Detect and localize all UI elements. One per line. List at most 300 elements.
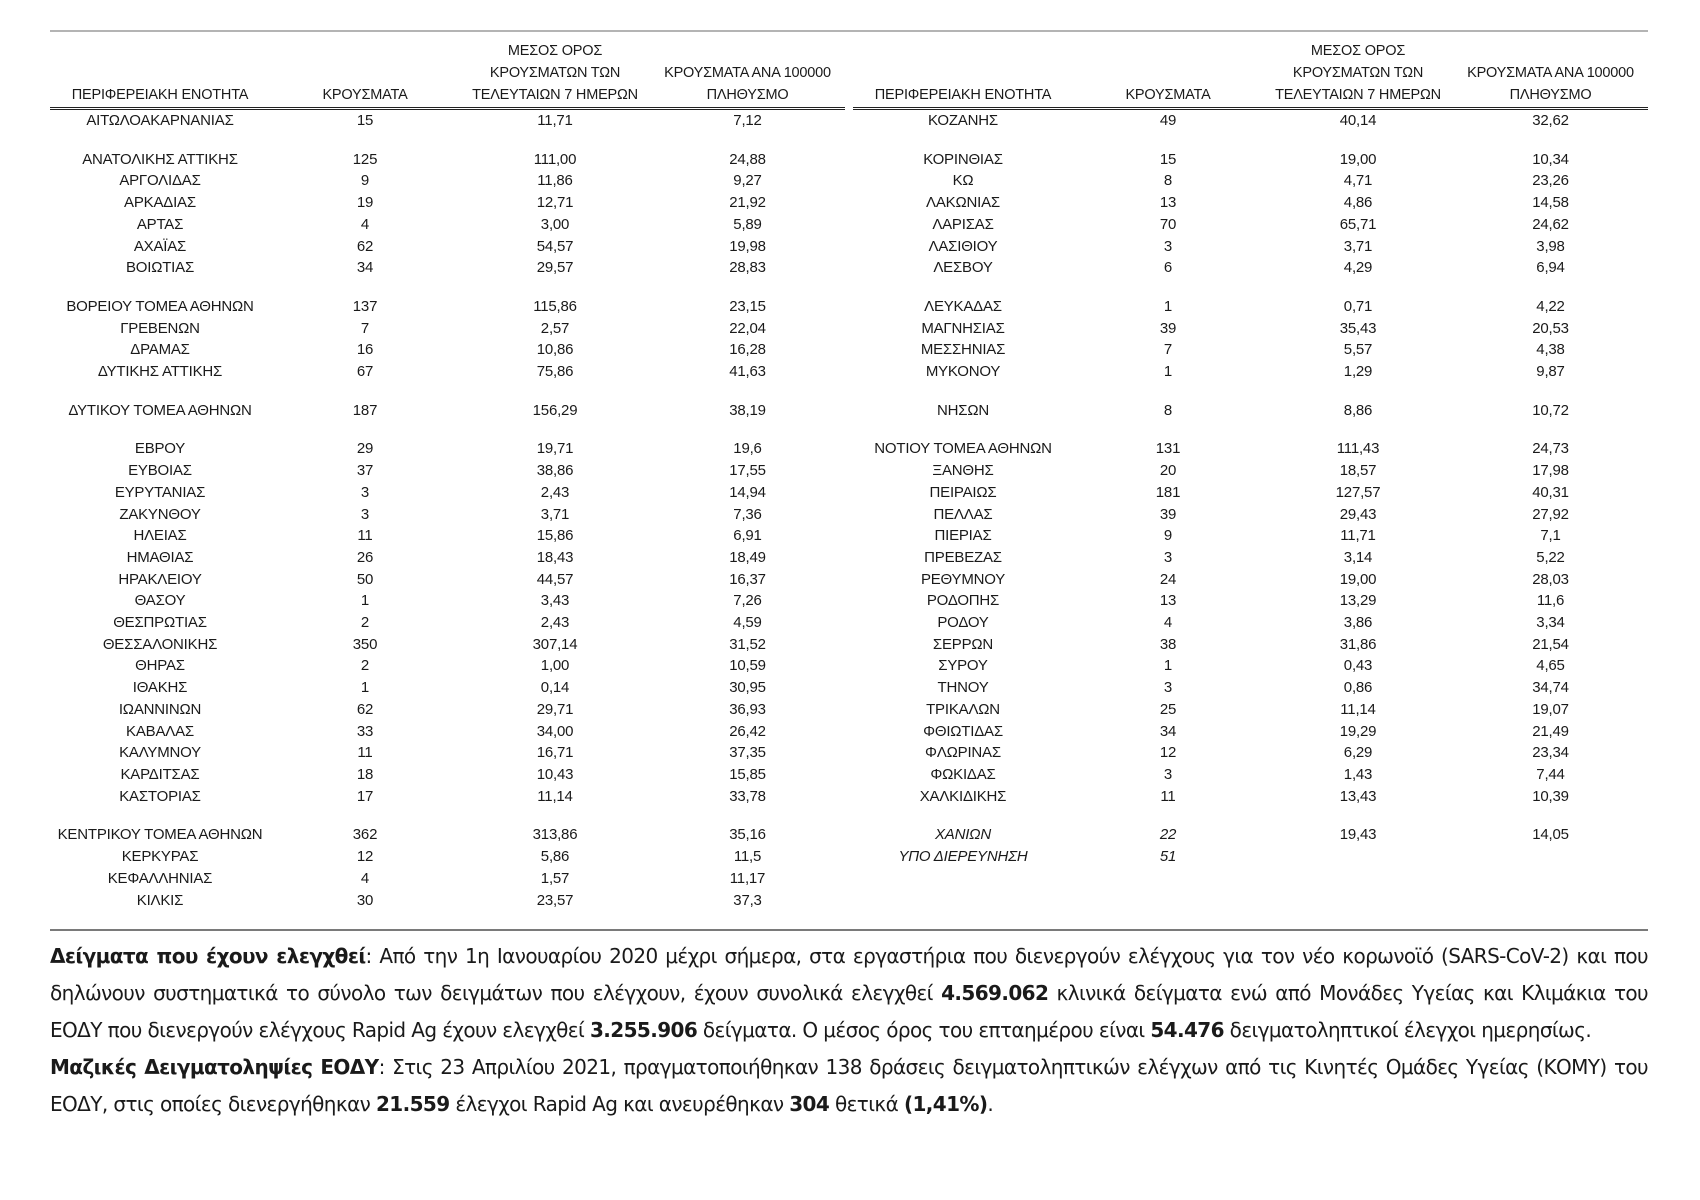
cell-per100k: 9,87 xyxy=(1536,363,1565,381)
cell-per100k: 5,89 xyxy=(733,215,762,233)
samples-paragraph xyxy=(50,938,1648,1049)
cell-cases: 1 xyxy=(1163,363,1173,381)
cell-cases: 62 xyxy=(356,700,374,718)
cell-avg7: 29,71 xyxy=(536,700,574,718)
cell-avg7: 12,71 xyxy=(536,194,574,212)
cell-per100k: 9,27 xyxy=(733,172,762,190)
cell-per100k: 30,95 xyxy=(729,679,766,697)
table-gap-row xyxy=(50,421,845,438)
cell-region: ΑΡΓΟΛΙΔΑΣ xyxy=(119,172,201,190)
cell-avg7: 1,43 xyxy=(1343,765,1373,783)
cell-cases: 38 xyxy=(1159,635,1177,653)
table-gap-row xyxy=(853,383,1648,400)
cell-cases: 1 xyxy=(1163,657,1173,675)
header-avg7: ΜΕΣΟΣ ΟΡΟΣ ΚΡΟΥΣΜΑΤΩΝ ΤΩΝ ΤΕΛΕΥΤΑΙΩΝ 7 ΗΜΕΡΩΝ xyxy=(460,40,650,109)
cell-per100k: 19,07 xyxy=(1532,700,1569,718)
cell-cases: 15 xyxy=(1159,150,1177,168)
cell-per100k: 20,53 xyxy=(1532,319,1569,337)
table-row xyxy=(853,192,1648,214)
cell-cases: 22 xyxy=(1159,826,1177,844)
cell-avg7: 11,71 xyxy=(537,112,573,129)
cell-cases: 4 xyxy=(1163,614,1173,632)
table-right xyxy=(853,40,1648,868)
cell-avg7: 0,71 xyxy=(1343,297,1373,315)
cell-avg7: 35,43 xyxy=(1339,319,1377,337)
cell-region: ΚΟΖΑΝΗΣ xyxy=(928,112,998,129)
header-row xyxy=(853,40,1648,109)
gap-cell xyxy=(853,279,1648,296)
table-row xyxy=(50,699,845,721)
cell-region: ΤΗΝΟΥ xyxy=(937,679,989,697)
table-row xyxy=(853,677,1648,699)
cell-cases: 15 xyxy=(356,112,374,129)
cell-region: ΕΒΡΟΥ xyxy=(134,440,186,458)
cell-region: ΧΑΝΙΩΝ xyxy=(934,826,992,844)
cell-region: ΦΛΩΡΙΝΑΣ xyxy=(925,744,1001,762)
cell-per100k xyxy=(1453,846,1648,868)
table-row xyxy=(853,634,1648,656)
cell-region: ΠΕΙΡΑΙΩΣ xyxy=(929,483,997,501)
cell-per100k: 5,22 xyxy=(1536,548,1565,566)
cell-region: ΑΝΑΤΟΛΙΚΗΣ ΑΤΤΙΚΗΣ xyxy=(82,150,238,168)
cell-per100k: 6,91 xyxy=(733,527,762,545)
cell-region: ΛΕΥΚΑΔΑΣ xyxy=(924,297,1002,315)
table-row xyxy=(853,764,1648,786)
gap-cell xyxy=(50,421,845,438)
cell-per100k: 31,52 xyxy=(729,635,766,653)
cell-per100k: 15,85 xyxy=(729,765,766,783)
cell-per100k: 21,92 xyxy=(729,194,766,212)
cell-region: ΦΘΙΩΤΙΔΑΣ xyxy=(923,722,1003,740)
cell-per100k: 7,1 xyxy=(1540,527,1561,545)
cell-avg7: 4,86 xyxy=(1343,194,1373,212)
table-row xyxy=(853,742,1648,764)
table-row xyxy=(853,786,1648,808)
cell-avg7: 115,86 xyxy=(533,297,577,315)
table-gap-row xyxy=(853,807,1648,824)
cell-cases: 4 xyxy=(360,869,370,887)
table-row xyxy=(50,504,845,526)
table-row xyxy=(50,868,845,890)
cell-avg7: 1,29 xyxy=(1343,363,1373,381)
cell-per100k: 7,12 xyxy=(733,112,762,129)
cell-per100k: 14,94 xyxy=(729,483,766,501)
cell-avg7: 3,14 xyxy=(1343,548,1373,566)
gap-cell xyxy=(853,807,1648,824)
cell-per100k: 19,6 xyxy=(733,440,762,458)
cell-region: ΚΟΡΙΝΘΙΑΣ xyxy=(923,150,1003,168)
cell-avg7: 10,86 xyxy=(536,341,574,359)
cell-cases: 2 xyxy=(360,657,370,675)
cell-cases: 12 xyxy=(356,848,374,866)
cell-avg7: 5,57 xyxy=(1343,341,1373,359)
cell-region: ΜΑΓΝΗΣΙΑΣ xyxy=(921,319,1005,337)
cell-cases: 2 xyxy=(360,614,370,632)
cell-avg7: 38,86 xyxy=(536,462,574,480)
cell-per100k: 14,58 xyxy=(1532,194,1569,212)
cell-avg7: 0,86 xyxy=(1343,679,1373,697)
cell-cases: 67 xyxy=(356,363,374,381)
cell-cases: 6 xyxy=(1163,259,1173,277)
cell-region: ΜΕΣΣΗΝΙΑΣ xyxy=(920,341,1006,359)
cell-region: ΠΡΕΒΕΖΑΣ xyxy=(924,548,1002,566)
table-row xyxy=(853,361,1648,383)
table-row xyxy=(50,634,845,656)
cell-per100k: 24,62 xyxy=(1532,215,1569,233)
table-row xyxy=(50,590,845,612)
table-row xyxy=(853,339,1648,361)
cell-avg7: 29,57 xyxy=(536,259,574,277)
cell-avg7: 307,14 xyxy=(532,635,578,653)
gap-cell xyxy=(853,383,1648,400)
cell-avg7: 2,43 xyxy=(540,483,570,501)
cell-cases: 125 xyxy=(352,150,378,168)
table-row xyxy=(50,612,845,634)
cell-avg7: 2,43 xyxy=(540,614,570,632)
cell-region: ΗΜΑΘΙΑΣ xyxy=(126,548,194,566)
table-gap-row xyxy=(50,132,845,149)
cell-cases: 4 xyxy=(360,215,370,233)
cell-avg7: 11,14 xyxy=(1340,700,1376,718)
cell-avg7: 1,57 xyxy=(540,869,570,887)
table-gap-row xyxy=(853,132,1648,149)
cell-per100k: 24,73 xyxy=(1532,440,1569,458)
table-row xyxy=(50,361,845,383)
cell-avg7: 40,14 xyxy=(1339,112,1377,129)
cell-avg7: 3,00 xyxy=(540,215,570,233)
cell-cases: 3 xyxy=(1163,765,1173,783)
table-row xyxy=(50,721,845,743)
cell-region: ΔΡΑΜΑΣ xyxy=(130,341,190,359)
table-row xyxy=(50,525,845,547)
cell-avg7: 65,71 xyxy=(1339,215,1377,233)
cell-per100k: 16,28 xyxy=(729,341,766,359)
cell-region: ΘΕΣΣΑΛΟΝΙΚΗΣ xyxy=(102,635,218,653)
table-row xyxy=(853,590,1648,612)
cell-cases: 3 xyxy=(1163,679,1173,697)
cell-region: ΗΛΕΙΑΣ xyxy=(133,527,187,545)
cell-per100k: 10,39 xyxy=(1532,787,1569,805)
table-row xyxy=(50,655,845,677)
cell-avg7: 111,43 xyxy=(1336,440,1380,458)
cell-cases: 7 xyxy=(1163,341,1173,359)
cell-avg7: 11,14 xyxy=(537,787,573,805)
table-gap-row xyxy=(853,421,1648,438)
cell-region: ΓΡΕΒΕΝΩΝ xyxy=(120,319,200,337)
cell-per100k: 22,04 xyxy=(729,319,766,337)
cell-avg7: 44,57 xyxy=(536,570,574,588)
table-row xyxy=(50,824,845,846)
cell-cases: 137 xyxy=(352,297,378,315)
cell-cases: 12 xyxy=(1159,744,1177,762)
cell-cases: 70 xyxy=(1159,215,1177,233)
cell-region: ΘΕΣΠΡΩΤΙΑΣ xyxy=(113,614,207,632)
table-right-half xyxy=(853,40,1648,868)
cell-avg7: 54,57 xyxy=(536,237,574,255)
cell-cases: 1 xyxy=(1163,297,1173,315)
table-row xyxy=(853,149,1648,171)
table-row xyxy=(853,400,1648,422)
cell-cases: 181 xyxy=(1155,483,1181,501)
gap-cell xyxy=(50,807,845,824)
cell-region: ΥΠΟ ΔΙΕΡΕΥΝΗΣΗ xyxy=(898,848,1028,866)
text-segment: δείγματα. Ο μέσος όρος του επταημέρου είναι xyxy=(697,1018,1151,1042)
cell-avg7: 111,00 xyxy=(533,150,577,168)
table-row xyxy=(50,170,845,192)
table-left-half xyxy=(50,40,845,911)
table-row xyxy=(50,786,845,808)
gap-cell xyxy=(50,383,845,400)
cell-avg7: 10,43 xyxy=(536,765,574,783)
table-gap-row xyxy=(853,279,1648,296)
cell-region: ΒΟΡΕΙΟΥ ΤΟΜΕΑ ΑΘΗΝΩΝ xyxy=(66,297,254,315)
cell-avg7: 4,71 xyxy=(1343,172,1373,190)
header-region: ΠΕΡΙΦΕΡΕΙΑΚΗ ΕΝΟΤΗΤΑ xyxy=(853,40,1073,109)
cell-region: ΕΥΒΟΙΑΣ xyxy=(128,462,192,480)
cell-cases: 11 xyxy=(357,744,373,762)
cell-per100k: 10,72 xyxy=(1532,401,1569,419)
header-row xyxy=(50,40,845,109)
cell-per100k: 4,65 xyxy=(1536,657,1565,675)
table-row xyxy=(50,192,845,214)
header-per100k: ΚΡΟΥΣΜΑΤΑ ΑΝΑ 100000 ΠΛΗΘΥΣΜΟ xyxy=(1453,40,1648,109)
table-row xyxy=(853,257,1648,279)
cell-avg7: 3,43 xyxy=(540,592,570,610)
cell-avg7: 31,86 xyxy=(1339,635,1377,653)
cell-avg7: 13,29 xyxy=(1339,592,1377,610)
table-row xyxy=(853,460,1648,482)
table-row xyxy=(50,677,845,699)
cell-per100k: 4,38 xyxy=(1536,341,1565,359)
cell-avg7: 23,57 xyxy=(536,891,574,909)
cell-region: ΞΑΝΘΗΣ xyxy=(932,462,994,480)
cell-region: ΦΩΚΙΔΑΣ xyxy=(930,765,996,783)
cell-avg7: 8,86 xyxy=(1343,401,1373,419)
cell-cases: 39 xyxy=(1159,319,1177,337)
cell-avg7: 13,43 xyxy=(1339,787,1377,805)
cell-region: ΖΑΚΥΝΘΟΥ xyxy=(119,505,201,523)
text-segment: : Από την 1η Ιανουαρίου 2020 μέχρι σήμερα, στα εργαστήρια που διενεργούν ελέγχους για τον νέο κορωνοϊό (SARS-CoV-2) και που δηλώνουν συστηματικά το σύνολο των δειγμάτων που ελέγχουν, έχουν συνολικά ελεγχθεί xyxy=(50,944,1648,1005)
cell-per100k: 14,05 xyxy=(1532,826,1569,844)
table-gap-row xyxy=(50,383,845,400)
cell-avg7: 3,71 xyxy=(540,505,570,523)
text-segment: : Στις 23 Απριλίου 2021, πραγματοποιήθηκαν 138 δράσεις δειγματοληπτικών ελέγχων από τις Κινητές Ομάδες Υγείας (ΚΟΜΥ) του ΕΟΔΥ, στις οποίες διενεργήθηκαν xyxy=(50,1055,1648,1116)
cell-cases: 30 xyxy=(356,891,374,909)
cell-cases: 34 xyxy=(1159,722,1177,740)
cell-region: ΧΑΛΚΙΔΙΚΗΣ xyxy=(919,787,1007,805)
cell-region: ΝΟΤΙΟΥ ΤΟΜΕΑ ΑΘΗΝΩΝ xyxy=(874,440,1052,458)
cell-per100k: 19,98 xyxy=(729,237,766,255)
cell-per100k: 24,88 xyxy=(729,150,766,168)
table-gap-row xyxy=(50,279,845,296)
cell-cases: 34 xyxy=(356,259,374,277)
cell-region: ΕΥΡΥΤΑΝΙΑΣ xyxy=(114,483,206,501)
cell-avg7: 6,29 xyxy=(1343,744,1373,762)
cell-cases: 37 xyxy=(356,462,374,480)
cell-avg7: 19,71 xyxy=(536,440,574,458)
cell-avg7: 19,00 xyxy=(1339,150,1377,168)
cell-avg7: 18,43 xyxy=(536,548,574,566)
cell-cases: 7 xyxy=(360,319,370,337)
table-row xyxy=(50,109,845,132)
header-per100k: ΚΡΟΥΣΜΑΤΑ ΑΝΑ 100000 ΠΛΗΘΥΣΜΟ xyxy=(650,40,845,109)
cell-per100k: 37,35 xyxy=(729,744,766,762)
cell-per100k: 21,54 xyxy=(1532,635,1569,653)
cell-cases: 11 xyxy=(357,527,373,545)
cell-per100k: 23,34 xyxy=(1532,744,1569,762)
cell-per100k: 27,92 xyxy=(1532,505,1569,523)
cell-per100k: 26,42 xyxy=(729,722,766,740)
cell-per100k: 7,44 xyxy=(1536,765,1565,783)
header-avg7: ΜΕΣΟΣ ΟΡΟΣ ΚΡΟΥΣΜΑΤΩΝ ΤΩΝ ΤΕΛΕΥΤΑΙΩΝ 7 ΗΜΕΡΩΝ xyxy=(1263,40,1453,109)
table-row xyxy=(50,214,845,236)
table-row xyxy=(50,400,845,422)
cell-avg7: 19,29 xyxy=(1339,722,1377,740)
cell-cases: 11 xyxy=(1160,787,1176,805)
table-row xyxy=(853,482,1648,504)
table-gap-row xyxy=(50,807,845,824)
cell-avg7: 19,43 xyxy=(1339,826,1377,844)
cell-per100k: 35,16 xyxy=(729,826,766,844)
cell-region: ΒΟΙΩΤΙΑΣ xyxy=(125,259,195,277)
cell-cases: 13 xyxy=(1159,592,1177,610)
table-row xyxy=(50,764,845,786)
bold-segment: 4.569.062 xyxy=(941,981,1049,1005)
cell-region: ΡΟΔΟΥ xyxy=(937,614,989,632)
table-right-body xyxy=(853,109,1648,868)
cell-region: ΙΩΑΝΝΙΝΩΝ xyxy=(118,700,202,718)
cell-region: ΚΑΡΔΙΤΣΑΣ xyxy=(120,765,200,783)
table-row xyxy=(853,846,1648,868)
cell-cases: 9 xyxy=(360,172,370,190)
text-segment: . xyxy=(987,1092,994,1116)
bold-segment: 3.255.906 xyxy=(589,1018,698,1042)
gap-cell xyxy=(853,421,1648,438)
cell-cases: 3 xyxy=(360,505,370,523)
cell-cases: 20 xyxy=(1159,462,1177,480)
cell-region: ΗΡΑΚΛΕΙΟΥ xyxy=(118,570,202,588)
cell-avg7: 4,29 xyxy=(1343,259,1373,277)
cell-avg7: 313,86 xyxy=(532,826,578,844)
cell-cases: 3 xyxy=(360,483,370,501)
gap-cell xyxy=(853,132,1648,149)
cell-per100k: 11,17 xyxy=(729,869,766,887)
cell-per100k: 7,36 xyxy=(733,505,762,523)
table-row xyxy=(50,149,845,171)
bold-segment: 54.476 xyxy=(1150,1018,1224,1042)
cell-cases: 3 xyxy=(1163,548,1173,566)
cell-per100k: 23,26 xyxy=(1532,172,1569,190)
cell-cases: 3 xyxy=(1163,237,1173,255)
cell-cases: 9 xyxy=(1163,527,1173,545)
cell-avg7: 0,43 xyxy=(1343,657,1373,675)
cell-cases: 51 xyxy=(1159,848,1177,866)
table-row xyxy=(853,504,1648,526)
cell-cases: 39 xyxy=(1159,505,1177,523)
cell-per100k: 17,98 xyxy=(1532,462,1569,480)
text-segment: έλεγχοι Rapid Ag και ανευρέθηκαν xyxy=(449,1092,790,1116)
cell-avg7: 16,71 xyxy=(536,744,574,762)
top-rule xyxy=(50,30,1648,32)
cell-per100k: 40,31 xyxy=(1532,483,1569,501)
cell-region: ΛΑΡΙΣΑΣ xyxy=(932,215,994,233)
cell-region: ΔΥΤΙΚΗΣ ΑΤΤΙΚΗΣ xyxy=(97,363,223,381)
cell-cases: 8 xyxy=(1163,172,1173,190)
cell-region: ΠΕΛΛΑΣ xyxy=(933,505,993,523)
table-left-body xyxy=(50,109,845,912)
cell-per100k: 37,3 xyxy=(733,891,762,909)
cell-avg7 xyxy=(1263,846,1453,868)
cell-region: ΚΕΝΤΡΙΚΟΥ ΤΟΜΕΑ ΑΘΗΝΩΝ xyxy=(57,826,263,844)
table-row xyxy=(50,460,845,482)
cell-avg7: 3,86 xyxy=(1343,614,1373,632)
table-row xyxy=(853,296,1648,318)
cell-cases: 13 xyxy=(1159,194,1177,212)
cell-region: ΚΑΒΑΛΑΣ xyxy=(126,722,194,740)
cell-cases: 350 xyxy=(352,635,378,653)
cell-region: ΔΥΤΙΚΟΥ ΤΟΜΕΑ ΑΘΗΝΩΝ xyxy=(68,401,252,419)
table-row xyxy=(853,525,1648,547)
bold-segment: 21.559 xyxy=(375,1092,450,1116)
table-row xyxy=(853,438,1648,460)
cell-per100k: 41,63 xyxy=(729,363,766,381)
cell-cases: 26 xyxy=(356,548,374,566)
cell-region: ΑΡΤΑΣ xyxy=(136,215,184,233)
cell-cases: 187 xyxy=(352,401,378,419)
table-row xyxy=(853,170,1648,192)
gap-cell xyxy=(50,132,845,149)
table-row xyxy=(50,569,845,591)
table-row xyxy=(50,339,845,361)
cell-region: ΑΡΚΑΔΙΑΣ xyxy=(124,194,196,212)
cell-per100k: 33,78 xyxy=(729,787,766,805)
table-row xyxy=(50,318,845,340)
cell-cases: 33 xyxy=(356,722,374,740)
cell-per100k: 38,19 xyxy=(729,401,766,419)
cell-per100k: 34,74 xyxy=(1532,679,1569,697)
table-left xyxy=(50,40,845,911)
cell-region: ΚΙΛΚΙΣ xyxy=(136,891,184,909)
cell-per100k: 17,55 xyxy=(729,462,766,480)
cell-per100k: 36,93 xyxy=(729,700,766,718)
table-row xyxy=(853,721,1648,743)
cell-per100k: 4,22 xyxy=(1536,297,1565,315)
cell-region: ΚΑΛΥΜΝΟΥ xyxy=(119,744,201,762)
cell-avg7: 11,71 xyxy=(1340,527,1376,545)
cell-per100k: 3,34 xyxy=(1536,614,1565,632)
cell-region: ΡΟΔΟΠΗΣ xyxy=(926,592,1000,610)
cell-per100k: 18,49 xyxy=(729,548,766,566)
cell-avg7: 2,57 xyxy=(540,319,570,337)
summary-text xyxy=(50,938,1648,1123)
table-row xyxy=(853,236,1648,258)
cell-per100k: 11,6 xyxy=(1536,592,1565,610)
header-cases: ΚΡΟΥΣΜΑΤΑ xyxy=(1073,40,1263,109)
table-row xyxy=(853,569,1648,591)
table-row xyxy=(853,699,1648,721)
cell-region: ΠΙΕΡΙΑΣ xyxy=(934,527,992,545)
bold-segment: 304 xyxy=(789,1092,830,1116)
cell-region: ΘΑΣΟΥ xyxy=(134,592,186,610)
cell-cases: 17 xyxy=(356,787,374,805)
cell-region: ΛΕΣΒΟΥ xyxy=(933,259,993,277)
mass-testing-paragraph xyxy=(50,1049,1648,1123)
bold-segment: Μαζικές Δειγματοληψίες ΕΟΔΥ xyxy=(50,1055,379,1079)
cell-avg7: 75,86 xyxy=(536,363,574,381)
cell-per100k: 10,34 xyxy=(1532,150,1569,168)
cell-region: ΚΩ xyxy=(952,172,974,190)
cell-cases: 24 xyxy=(1159,570,1177,588)
